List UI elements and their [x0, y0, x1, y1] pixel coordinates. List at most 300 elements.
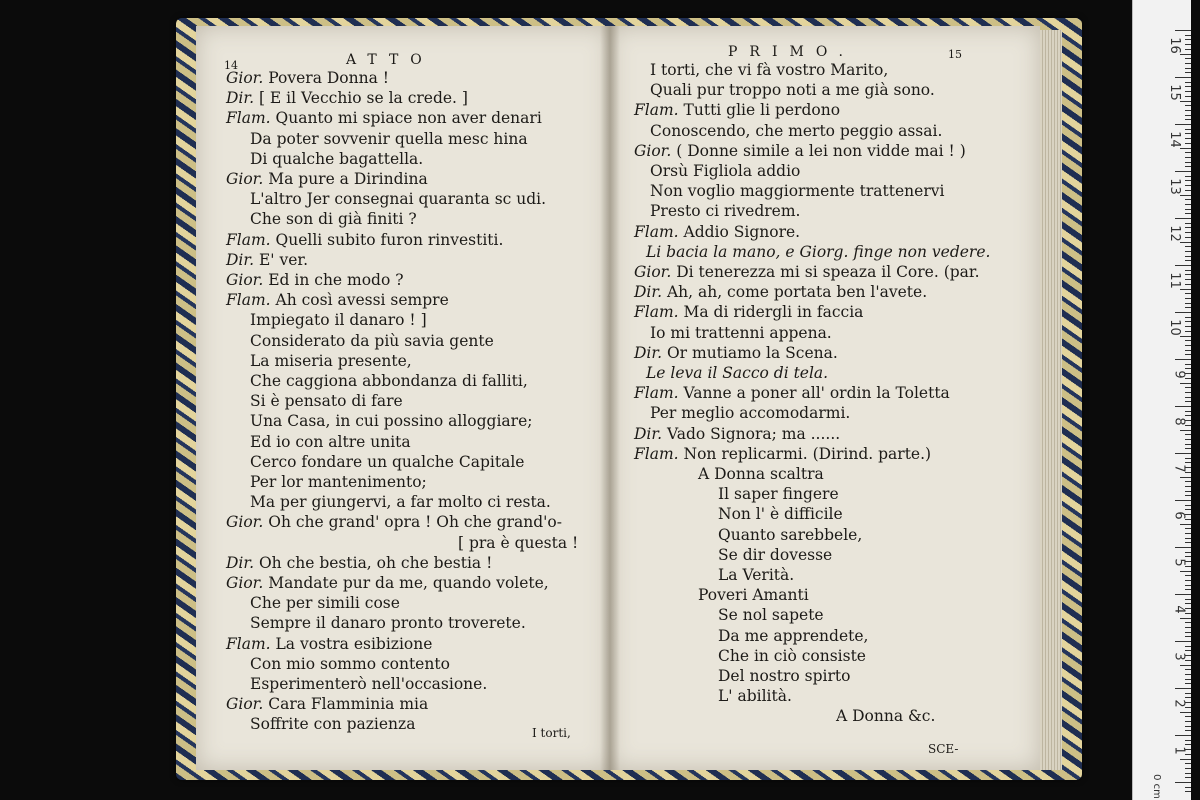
line-text: Soffrite con pazienza [250, 715, 416, 734]
ruler-tick [1185, 585, 1191, 586]
ruler-tick [1185, 256, 1191, 257]
line-text: Quelli subito furon rinvestiti. [275, 230, 504, 249]
line-text: Se dir dovesse [718, 545, 833, 564]
text-line [634, 302, 863, 322]
ruler-tick [1180, 477, 1191, 478]
ruler-tick [1185, 138, 1191, 139]
line-text: Si è pensato di fare [250, 392, 403, 411]
ruler-tick [1185, 580, 1191, 581]
measuring-ruler [1132, 0, 1191, 800]
text-line [458, 533, 578, 553]
line-text: E' ver. [258, 250, 309, 269]
ruler-tick [1185, 773, 1191, 774]
text-line [650, 323, 832, 343]
speaker-name: Flam. [634, 303, 684, 322]
ruler-tick [1185, 599, 1191, 600]
ruler-tick [1185, 458, 1191, 459]
line-text: Vado Signora; ma ...... [666, 424, 841, 443]
text-line [634, 222, 800, 242]
ruler-tick [1185, 763, 1191, 764]
ruler-tick [1185, 110, 1191, 111]
text-line [650, 181, 944, 201]
speaker-name: Gior. [634, 263, 677, 281]
ruler-tick [1185, 91, 1191, 92]
ruler-tick [1185, 49, 1191, 50]
ruler-tick [1185, 317, 1191, 318]
right-page [610, 26, 1040, 770]
text-line [718, 626, 868, 646]
line-text: Il saper fingere [718, 485, 839, 504]
text-line [226, 694, 428, 714]
speaker-name: Flam. [226, 230, 276, 249]
ruler-number: 13 [1167, 178, 1183, 195]
line-text: Non l' è difficile [718, 505, 843, 524]
ruler-tick [1185, 232, 1191, 233]
ruler-tick [1185, 354, 1191, 355]
book-gutter [600, 26, 620, 770]
ruler-tick [1185, 326, 1191, 327]
line-text: Che son di già finiti ? [250, 210, 417, 229]
text-line [634, 383, 950, 403]
ruler-tick [1185, 303, 1191, 304]
text-line [718, 484, 839, 504]
text-line [718, 686, 792, 706]
line-text: Ah così avessi sempre [275, 291, 449, 310]
ruler-number: 16 [1167, 37, 1183, 54]
text-line [250, 452, 524, 472]
ruler-tick [1185, 726, 1191, 727]
ruler-tick [1185, 180, 1191, 181]
ruler-tick [1185, 115, 1191, 116]
ruler-tick [1185, 509, 1191, 510]
ruler-tick [1185, 68, 1191, 69]
ruler-tick [1185, 293, 1191, 294]
line-text: Poveri Amanti [698, 586, 809, 605]
text-line [634, 343, 838, 363]
text-line [634, 424, 840, 444]
line-text: Per meglio accomodarmi. [650, 404, 851, 423]
ruler-tick [1180, 665, 1191, 666]
ruler-tick [1185, 401, 1191, 402]
ruler-tick [1185, 237, 1191, 238]
ruler-tick [1185, 72, 1191, 73]
line-text: Mandate pur da me, quando volete, [268, 574, 549, 592]
line-text: Oh che bestia, oh che bestia ! [258, 553, 493, 572]
text-line [250, 674, 487, 694]
ruler-tick [1185, 669, 1191, 670]
ruler-tick [1180, 524, 1191, 525]
ruler-number: 10 [1167, 319, 1183, 336]
ruler-tick [1175, 124, 1191, 125]
ruler-number: 2 [1171, 699, 1187, 708]
line-text: Conoscendo, che merto peggio assai. [650, 121, 943, 140]
page-edges [1040, 30, 1062, 770]
ruler-tick [1185, 209, 1191, 210]
ruler-tick [1185, 603, 1191, 604]
ruler-tick [1175, 30, 1191, 31]
ruler-tick [1185, 556, 1191, 557]
line-text: Del nostro spirto [718, 667, 851, 685]
line-text: Non voglio maggiormente trattenervi [650, 182, 945, 201]
line-text: ( Donne simile a lei non vidde mai ! ) [676, 141, 966, 160]
text-line [634, 444, 931, 464]
ruler-tick [1180, 383, 1191, 384]
ruler-tick [1185, 730, 1191, 731]
ruler-tick [1175, 500, 1191, 501]
ruler-tick [1185, 679, 1191, 680]
line-text: Ah, ah, come portata ben l'avete. [666, 283, 928, 302]
speaker-name: Dir. [634, 283, 667, 302]
ruler-tick [1185, 199, 1191, 200]
text-line [646, 242, 990, 262]
ruler-tick [1185, 298, 1191, 299]
line-text: Una Casa, in cui possino alloggiare; [250, 412, 533, 431]
text-line [250, 310, 427, 330]
ruler-tick [1185, 415, 1191, 416]
ruler-number: 9 [1171, 370, 1187, 379]
ruler-tick [1185, 274, 1191, 275]
line-text: Esperimenterò nell'occasione. [250, 675, 488, 693]
ruler-tick [1185, 251, 1191, 252]
line-text: Considerato da più savia gente [250, 331, 494, 350]
ruler-number: 12 [1167, 225, 1183, 242]
text-line [650, 161, 800, 181]
ruler-tick [1175, 453, 1191, 454]
text-line [718, 646, 866, 666]
ruler-tick [1185, 387, 1191, 388]
ruler-number: 15 [1167, 84, 1183, 101]
line-text: Che caggiona abbondanza di falliti, [250, 372, 528, 390]
ruler-tick [1185, 279, 1191, 280]
speaker-name: Gior. [226, 513, 269, 532]
text-line [718, 605, 824, 625]
text-line [698, 585, 809, 605]
line-text: Ma pure a Dirindina [268, 170, 428, 188]
ruler-tick [1185, 533, 1191, 534]
ruler-tick [1185, 768, 1191, 769]
ruler-tick [1185, 552, 1191, 553]
line-text: La vostra esibizione [275, 634, 433, 653]
line-text: [ E il Vecchio se la crede. ] [258, 89, 468, 108]
ruler-tick [1185, 133, 1191, 134]
ruler-tick [1185, 82, 1191, 83]
ruler-tick [1185, 105, 1191, 106]
speaker-name: Flam. [634, 222, 684, 241]
ruler-tick [1180, 571, 1191, 572]
ruler-tick [1185, 740, 1191, 741]
ruler-tick [1175, 406, 1191, 407]
speaker-name: Flam. [226, 634, 276, 653]
text-line [650, 201, 800, 221]
text-line [250, 331, 494, 351]
ruler-tick [1185, 213, 1191, 214]
line-text: Per lor mantenimento; [250, 473, 427, 491]
text-line [718, 565, 794, 585]
speaker-name: Dir. [226, 250, 259, 269]
speaker-name: Gior. [226, 170, 269, 188]
ruler-number: 4 [1171, 605, 1187, 614]
speaker-name: Flam. [226, 109, 276, 128]
speaker-name: Gior. [226, 69, 269, 87]
text-line [226, 512, 562, 532]
ruler-tick [1185, 486, 1191, 487]
ruler-tick [1185, 693, 1191, 694]
text-line [634, 100, 840, 120]
ruler-number: 14 [1167, 131, 1183, 148]
ruler-tick [1185, 368, 1191, 369]
line-text: Da me apprendete, [718, 626, 869, 645]
text-line [250, 129, 528, 149]
line-text: Or mutiamo la Scena. [666, 343, 838, 362]
ruler-tick [1175, 312, 1191, 313]
line-text: Cerco fondare un qualche Capitale [250, 452, 525, 471]
ruler-number: 5 [1171, 558, 1187, 567]
ruler-tick [1175, 265, 1191, 266]
ruler-tick [1180, 712, 1191, 713]
text-line [250, 492, 551, 512]
ruler-tick [1175, 171, 1191, 172]
left-catchword: I torti, [532, 726, 571, 740]
line-text: Vanne a poner all' ordin la Toletta [683, 384, 950, 403]
text-line [634, 141, 966, 161]
ruler-tick [1185, 345, 1191, 346]
text-line [250, 714, 415, 734]
line-text: Da poter sovvenir quella mesc hina [250, 129, 528, 148]
ruler-number: 11 [1167, 272, 1183, 289]
ruler-tick [1185, 787, 1191, 788]
line-text: Se nol sapete [718, 606, 824, 625]
text-line [250, 391, 403, 411]
text-line [226, 250, 308, 270]
text-line [634, 282, 927, 302]
text-line [250, 351, 412, 371]
text-line [226, 108, 542, 128]
ruler-tick [1185, 157, 1191, 158]
ruler-tick [1175, 735, 1191, 736]
ruler-tick [1185, 444, 1191, 445]
text-line [226, 88, 468, 108]
ruler-tick [1185, 350, 1191, 351]
text-line [836, 706, 935, 726]
ruler-tick [1185, 538, 1191, 539]
ruler-tick [1185, 721, 1191, 722]
left-page-header: ATTO [346, 52, 434, 68]
line-text: Povera Donna ! [268, 69, 389, 87]
line-text: Oh che grand' opra ! Oh che grand'o- [268, 513, 562, 532]
text-line [226, 270, 404, 290]
ruler-tick [1185, 674, 1191, 675]
line-text: A Donna scaltra [698, 465, 824, 483]
ruler-tick [1185, 650, 1191, 651]
text-line [226, 230, 503, 250]
ruler-tick [1180, 430, 1191, 431]
line-text: Presto ci rivedrem. [650, 202, 801, 221]
ruler-tick [1185, 143, 1191, 144]
line-text: Quanto mi spiace non aver denari [275, 109, 542, 128]
ruler-tick [1185, 307, 1191, 308]
line-text: Quanto sarebbele, [718, 525, 863, 544]
ruler-tick [1175, 782, 1191, 783]
line-text: L'altro Jer consegnai quaranta sc udi. [250, 190, 547, 209]
text-line [250, 654, 450, 674]
ruler-unit: 0 cm [1151, 774, 1163, 799]
speaker-name: Flam. [226, 291, 276, 310]
line-text: A Donna &c. [836, 707, 936, 726]
speaker-name: Dir. [634, 343, 667, 362]
line-text: Di qualche bagattella. [250, 149, 424, 168]
text-line [250, 411, 532, 431]
text-line [250, 371, 528, 391]
text-line [250, 613, 526, 633]
ruler-tick [1185, 575, 1191, 576]
ruler-tick [1185, 176, 1191, 177]
speaker-name: Flam. [634, 444, 684, 463]
ruler-tick [1185, 505, 1191, 506]
ruler-tick [1175, 547, 1191, 548]
text-line [250, 209, 417, 229]
line-text: I torti, che vi fà vostro Marito, [650, 61, 889, 79]
ruler-tick [1185, 646, 1191, 647]
ruler-tick [1185, 364, 1191, 365]
speaker-name: Gior. [226, 271, 269, 289]
line-text: Che per simili cose [250, 594, 400, 613]
text-line [650, 403, 850, 423]
ruler-tick [1185, 491, 1191, 492]
ruler-tick [1185, 86, 1191, 87]
ruler-tick [1185, 622, 1191, 623]
ruler-tick [1185, 223, 1191, 224]
text-line [226, 68, 389, 88]
right-page-number: 15 [948, 48, 962, 61]
ruler-tick [1175, 77, 1191, 78]
line-text: La Verità. [718, 566, 795, 584]
line-text: Li bacia la mano, e Giorg. finge non vedere. [646, 242, 991, 261]
ruler-tick [1185, 35, 1191, 36]
ruler-tick [1185, 321, 1191, 322]
line-text: Ma per giungervi, a far molto ci resta. [250, 493, 551, 512]
speaker-name: Gior. [226, 695, 269, 714]
ruler-tick [1185, 697, 1191, 698]
ruler-tick [1185, 716, 1191, 717]
line-text: [ pra è questa ! [458, 533, 579, 552]
text-line [226, 290, 449, 310]
ruler-tick [1185, 227, 1191, 228]
ruler-tick [1185, 744, 1191, 745]
line-text: Di tenerezza mi si speaza il Core. (par. [676, 263, 980, 281]
ruler-tick [1185, 119, 1191, 120]
ruler-tick [1185, 39, 1191, 40]
speaker-name: Flam. [634, 101, 684, 120]
ruler-tick [1185, 791, 1191, 792]
ruler-tick [1185, 96, 1191, 97]
text-line [250, 189, 546, 209]
line-text: Orsù Figliola addio [650, 162, 801, 180]
line-text: Impiegato il danaro ! ] [250, 311, 427, 330]
ruler-tick [1185, 397, 1191, 398]
line-text: Addio Signore. [683, 222, 801, 241]
text-line [250, 432, 411, 452]
ruler-tick [1175, 688, 1191, 689]
speaker-name: Gior. [634, 141, 677, 160]
line-text: Non replicarmi. (Dirind. parte.) [683, 444, 932, 463]
left-page-number: 14 [224, 59, 238, 72]
ruler-tick [1185, 683, 1191, 684]
speaker-name: Dir. [226, 89, 259, 108]
text-line [250, 593, 400, 613]
ruler-tick [1185, 392, 1191, 393]
text-line [226, 169, 428, 189]
ruler-tick [1185, 204, 1191, 205]
line-text: La miseria presente, [250, 351, 412, 370]
line-text: Ma di ridergli in faccia [683, 303, 864, 322]
ruler-tick [1185, 166, 1191, 167]
ruler-tick [1185, 632, 1191, 633]
ruler-tick [1185, 481, 1191, 482]
speaker-name: Gior. [226, 574, 269, 592]
text-line [718, 545, 832, 565]
ruler-tick [1185, 246, 1191, 247]
ruler-number: 6 [1171, 511, 1187, 520]
ruler-tick [1185, 434, 1191, 435]
ruler-tick [1175, 641, 1191, 642]
line-text: Tutti glie li perdono [683, 101, 841, 120]
ruler-tick [1185, 411, 1191, 412]
ruler-tick [1185, 462, 1191, 463]
ruler-tick [1180, 618, 1191, 619]
right-catchword: SCE- [928, 742, 959, 756]
ruler-tick [1185, 589, 1191, 590]
ruler-tick [1185, 63, 1191, 64]
text-line [646, 363, 828, 383]
ruler-number: 7 [1171, 464, 1187, 473]
ruler-tick [1185, 627, 1191, 628]
ruler-tick [1185, 340, 1191, 341]
right-page-header: PRIMO. [728, 44, 855, 60]
text-line [718, 666, 850, 686]
ruler-tick [1175, 218, 1191, 219]
ruler-tick [1185, 185, 1191, 186]
text-line [250, 472, 427, 492]
ruler-tick [1175, 594, 1191, 595]
ruler-tick [1185, 58, 1191, 59]
ruler-tick [1185, 777, 1191, 778]
line-text: L' abilità. [718, 687, 792, 706]
line-text: Che in ciò consiste [718, 646, 866, 665]
ruler-tick [1185, 542, 1191, 543]
text-line [226, 573, 549, 593]
text-line [650, 121, 942, 141]
text-line [718, 525, 862, 545]
left-page [196, 26, 610, 770]
ruler-tick [1185, 636, 1191, 637]
line-text: Le leva il Sacco di tela. [646, 364, 829, 382]
ruler-tick [1175, 359, 1191, 360]
ruler-tick [1185, 152, 1191, 153]
line-text: Sempre il danaro pronto troverete. [250, 614, 526, 633]
speaker-name: Dir. [634, 424, 667, 443]
ruler-tick [1185, 162, 1191, 163]
ruler-tick [1185, 129, 1191, 130]
ruler-tick [1185, 528, 1191, 529]
ruler-number: 3 [1171, 652, 1187, 661]
ruler-number: 1 [1171, 746, 1187, 755]
speaker-name: Flam. [634, 384, 684, 403]
text-line [650, 80, 935, 100]
ruler-tick [1185, 284, 1191, 285]
line-text: Con mio sommo contento [250, 654, 450, 673]
ruler-tick [1185, 495, 1191, 496]
ruler-number: 8 [1171, 417, 1187, 426]
